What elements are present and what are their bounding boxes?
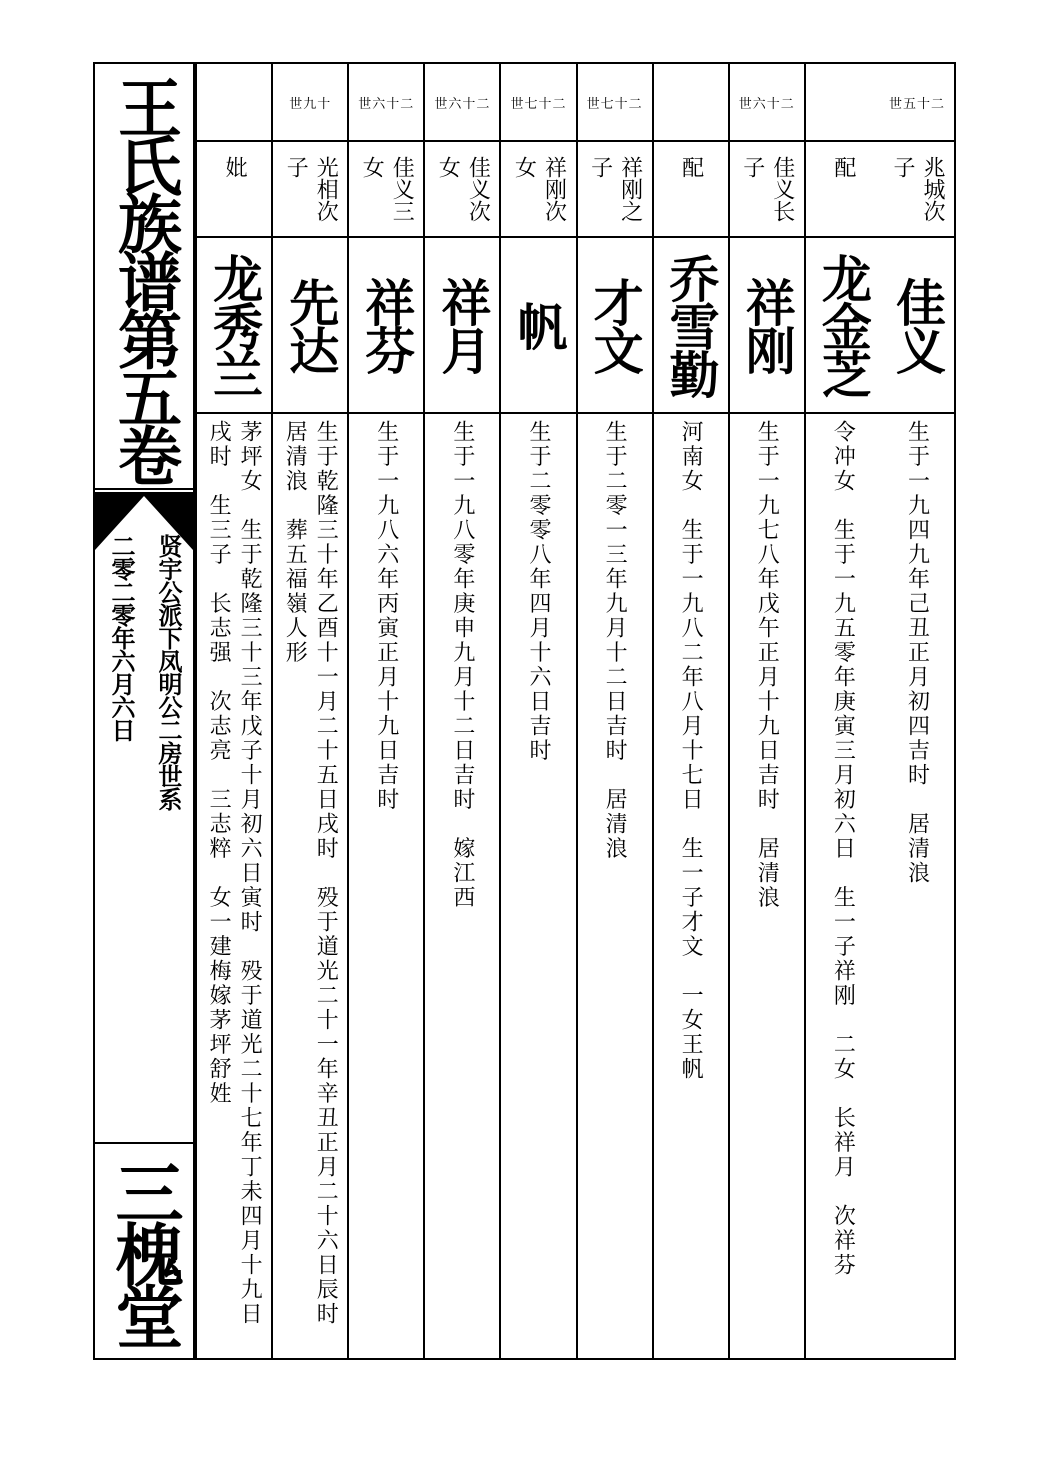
publish-date: 二零二零年六月六日 — [107, 534, 136, 741]
biography-text: 生于一九四九年己丑正月初四吉时 居清浪 — [904, 420, 930, 886]
relation-label: 配 — [678, 156, 704, 178]
entry-column — [423, 64, 499, 1358]
biography-text: 生于乾隆三十年乙酉十一月二十五日戌时 殁于道光二十一年辛丑正月二十六日辰时 居清浪 葬五福嶺人形 — [282, 420, 339, 1351]
entry-column — [576, 64, 652, 1358]
entry-column — [652, 64, 728, 1358]
person-name: 才文 — [585, 277, 645, 373]
relation-label: 妣 — [222, 156, 248, 178]
person-name: 佳义 — [887, 277, 947, 373]
generation-label: 世六十二 — [425, 64, 499, 142]
relation-label: 配 — [830, 156, 856, 178]
genealogy-page — [93, 62, 956, 1360]
relation-label: 兆城次子 — [889, 156, 945, 222]
person-name: 龙秀兰 — [205, 253, 265, 397]
generation-label — [806, 64, 880, 142]
entry-column — [880, 64, 954, 1358]
branch-subtitle: 贤宇公派下凤明公二房世系 — [154, 534, 183, 810]
biography-text: 生于二零零八年四月十六日吉时 — [525, 420, 551, 763]
biography-text: 生于一九八零年庚申九月十二日吉时 嫁江西 — [449, 420, 475, 910]
biography-text: 茅坪女 生于乾隆三十三年戊子十月初六日寅时 殁于道光二十七年丁未四月十九日戌时 生三子 长志强 次志亮 三志粹 女一建梅嫁茅坪舒姓 — [206, 420, 263, 1327]
generation-label: 世五十二 — [880, 64, 954, 142]
generation-label: 世六十二 — [349, 64, 423, 142]
person-name: 乔雪勤 — [661, 253, 721, 397]
entry-column — [728, 64, 804, 1358]
title-band — [95, 64, 195, 1358]
book-title: 王氏族谱第五卷 — [107, 75, 182, 481]
generation-label: 世七十二 — [578, 64, 652, 142]
entry-column — [195, 64, 271, 1358]
divider — [95, 1142, 193, 1144]
entry-columns — [195, 64, 954, 1358]
biography-text: 生于一九八六年丙寅正月十九日吉时 — [373, 420, 399, 812]
relation-label: 佳义长子 — [739, 156, 795, 222]
relation-label: 佳义三女 — [359, 156, 415, 222]
person-name: 祥刚 — [737, 277, 797, 373]
person-name: 帆 — [509, 301, 569, 349]
hall-name: 三槐堂 — [104, 1158, 184, 1344]
relation-label: 祥刚次女 — [511, 156, 567, 222]
entry-column — [804, 64, 880, 1358]
generation-label: 世九十 — [273, 64, 347, 142]
entry-column — [271, 64, 347, 1358]
person-name: 祥芬 — [357, 277, 417, 373]
generation-label — [197, 64, 271, 142]
divider — [95, 488, 193, 490]
biography-text: 生于一九七八年戊午正月十九日吉时 居清浪 — [754, 420, 780, 910]
generation-label: 世六十二 — [730, 64, 804, 142]
relation-label: 光相次子 — [283, 156, 339, 222]
biography-text: 令冲女 生于一九五零年庚寅三月初六日 生一子祥刚 二女 长祥月 次祥芬 — [830, 420, 856, 1278]
generation-label — [654, 64, 728, 142]
entry-column — [499, 64, 575, 1358]
relation-label: 佳义次女 — [435, 156, 491, 222]
generation-label: 世七十二 — [501, 64, 575, 142]
person-name: 龙金芝 — [813, 253, 873, 397]
relation-label: 祥刚之子 — [587, 156, 643, 222]
biography-text: 生于二零一三年九月十二日吉时 居清浪 — [602, 420, 628, 861]
biography-text: 河南女 生于一九八二年八月十七日 生一子才文 一女王帆 — [678, 420, 704, 1082]
person-name: 先达 — [281, 277, 341, 373]
person-name: 祥月 — [433, 277, 493, 373]
entry-column — [347, 64, 423, 1358]
